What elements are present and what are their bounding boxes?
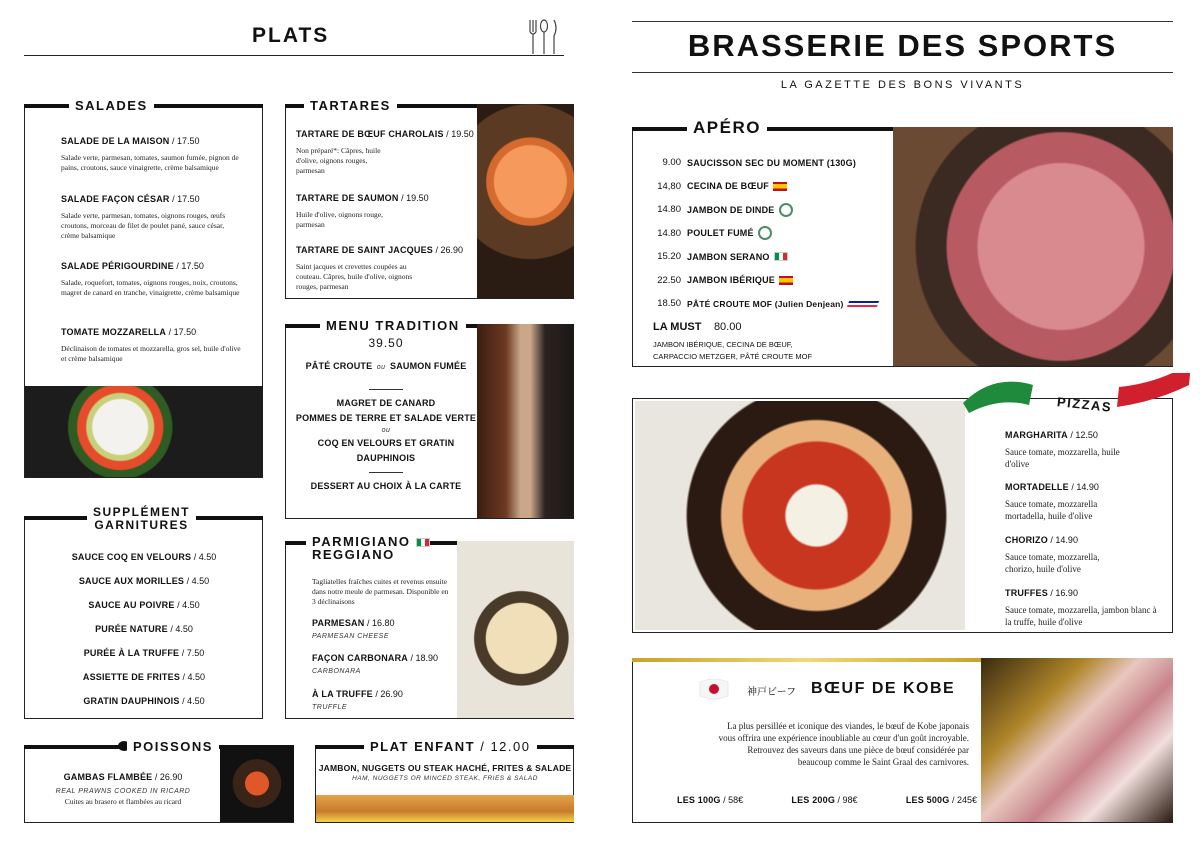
spain-flag-icon xyxy=(773,182,787,191)
item-name: JAMBON SERANO xyxy=(687,251,770,262)
cutlery-icon xyxy=(524,18,564,56)
supplement-item: PURÉE À LA TRUFFE / 7.50 xyxy=(83,648,205,658)
apero-item xyxy=(633,245,891,269)
item-name: CECINA DE BŒUF xyxy=(687,181,769,192)
item-price: 17.50 xyxy=(177,194,200,204)
spain-flag-icon xyxy=(779,276,793,285)
enfant-box xyxy=(315,739,574,823)
item-price: 19.50 xyxy=(406,193,429,203)
item-sub: TRUFFLE xyxy=(312,704,347,711)
menu-tradition-box xyxy=(285,318,574,519)
poissons-title: POISSONS xyxy=(127,739,219,754)
must-desc: JAMBON IBÉRIQUE, CECINA DE BŒUF, xyxy=(653,340,793,349)
enfant-content xyxy=(316,763,574,782)
apero-list xyxy=(633,151,891,316)
item-name: TRUFFES xyxy=(1005,588,1048,598)
item-name: TARTARE DE SAUMON xyxy=(296,193,399,203)
supplements-title xyxy=(87,506,196,532)
item-name: SALADE FAÇON CÉSAR xyxy=(61,194,170,204)
kobe-size: LES 100G / 58€ xyxy=(677,795,744,805)
parmigiano-item: À LA TRUFFE / 26.90 TRUFFLE xyxy=(312,689,403,711)
poisson-item: GAMBAS FLAMBÉE / 26.90 REAL PRAWNS COOKED IN RICARD Cuites au brasero et flambées au ricard xyxy=(25,767,221,807)
enfant-price: 12.00 xyxy=(490,739,531,754)
item-price: 14.90 xyxy=(1076,482,1099,492)
fries-photo xyxy=(316,795,574,822)
brand-title: BRASSERIE DES SPORTS xyxy=(687,28,1118,63)
menu-or: ou xyxy=(376,364,386,371)
supplements-title-line: GARNITURES xyxy=(94,518,189,532)
item-price: 26.90 xyxy=(440,245,464,255)
item-price: 18.90 xyxy=(415,653,439,663)
item-name: SALADE PÉRIGOURDINE xyxy=(61,261,174,271)
title-rule xyxy=(632,72,1173,73)
item-price: 4.50 xyxy=(182,600,200,610)
item-name: FAÇON CARBONARA xyxy=(312,653,408,663)
france-flag-icon xyxy=(846,301,878,307)
menu-tradition-title: MENU TRADITION xyxy=(320,318,466,333)
pizza-item: TRUFFES / 16.90 Sauce tomate, mozzarella, jambon blanc à la truffe, huile d'olive xyxy=(1005,583,1165,628)
item-price: 4.50 xyxy=(198,552,217,562)
item-name: CHORIZO xyxy=(1005,535,1048,545)
item-name: PURÉE NATURE xyxy=(95,624,168,634)
item-price: 98€ xyxy=(842,795,858,805)
item-desc: Saint jacques et crevettes coupées au couteau. Câpres, huile d'olive, oignons rouges, parmesan xyxy=(296,262,413,291)
must-name: LA MUST xyxy=(653,321,702,333)
item-price: 16.80 xyxy=(371,618,395,628)
menu-line: MAGRET DE CANARD xyxy=(336,398,436,408)
item-name: POULET FUMÉ xyxy=(687,228,754,239)
supplements-title-line: SUPPLÉMENT xyxy=(93,505,191,519)
item-price: 17.50 xyxy=(177,136,200,146)
halal-badge-icon xyxy=(779,203,793,217)
parmigiano-desc: Tagliatelles fraîches cuites et revenus ensuite dans notre meule de parmesan. Disponible en 3 déclinaisons xyxy=(312,577,449,606)
item-name: PÂTÉ CROUTE MOF (Julien Denjean) xyxy=(687,298,844,309)
item-name: SALADE DE LA MAISON xyxy=(61,136,170,146)
item-name: MORTADELLE xyxy=(1005,482,1069,492)
parmigiano-item: PARMESAN / 16.80 PARMESAN CHEESE xyxy=(312,618,395,640)
enfant-sub: HAM, NUGGETS OR MINCED STEAK, FRIES & SALAD xyxy=(352,775,538,782)
item-desc: Sauce tomate, mozzarella, jambon blanc à la truffe, huile d'olive xyxy=(1005,605,1157,627)
item-name: SAUCE AUX MORILLES xyxy=(78,576,185,586)
must-price: 80.00 xyxy=(713,321,742,333)
item-price: 17.50 xyxy=(173,327,197,337)
menu-line: COQ EN VELOURS ET GRATIN xyxy=(317,438,455,448)
item-price: 18.50 xyxy=(657,298,681,310)
item-price: 14.80 xyxy=(657,204,681,216)
item-name: SAUCE COQ EN VELOURS xyxy=(71,552,192,562)
item-name: GRATIN DAUPHINOIS xyxy=(83,696,180,706)
item-name: JAMBON IBÉRIQUE xyxy=(687,275,776,286)
tartare-item: TARTARE DE BŒUF CHAROLAIS / 19.50 Non préparé*: Câpres, huile d'olive, oignons rouges, parmesan xyxy=(296,129,474,175)
item-price: 245€ xyxy=(956,795,977,805)
tartares-box xyxy=(285,98,574,299)
menu-line: DAUPHINOIS xyxy=(356,453,416,463)
pizza-photo xyxy=(635,401,965,630)
salade-item: TOMATE MOZZARELLA / 17.50 Déclinaison de tomates et mozzarella, gros sel, huile d'olive et crème balsamique xyxy=(61,327,241,363)
item-desc: Sauce tomate, mozzarella mortadella, huile d'olive xyxy=(1005,499,1098,521)
item-price: 16.90 xyxy=(1055,588,1078,598)
plats-title: PLATS xyxy=(252,24,330,47)
supplement-item: GRATIN DAUPHINOIS / 4.50 xyxy=(83,696,205,706)
parmigiano-title-line: REGGIANO xyxy=(312,547,395,562)
salmon-tartare-photo xyxy=(477,104,574,298)
top-rule xyxy=(632,21,1173,22)
ham-photo xyxy=(893,127,1173,366)
item-name: ASSIETTE DE FRITES xyxy=(82,672,181,682)
item-name: À LA TRUFFE xyxy=(312,689,373,699)
kobe-box xyxy=(632,658,1173,823)
plats-header xyxy=(24,18,564,58)
kobe-title: BŒUF DE KOBE xyxy=(811,680,956,697)
item-name: TARTARE DE BŒUF CHAROLAIS xyxy=(296,129,444,139)
item-desc: Salade verte, parmesan, tomates, oignons rouges, œufs croutons, morceau de filet de poulet pané, sauce césar, crème balsamique xyxy=(61,211,226,240)
item-name: TOMATE MOZZARELLA xyxy=(61,327,167,337)
item-name: JAMBON DE DINDE xyxy=(687,204,775,215)
salade-item: SALADE FAÇON CÉSAR / 17.50 Salade verte, parmesan, tomates, oignons rouges, œufs croutons, morceau de filet de poulet pané, sauce césar, crème balsamique xyxy=(61,189,241,241)
tartares-title: TARTARES xyxy=(304,98,397,113)
item-price: 4.50 xyxy=(187,696,205,706)
salade-item: SALADE DE LA MAISON / 17.50 Salade verte, parmesan, tomates, saumon fumée, pignon de pains, croutons, sauce vinaigrette, crème balsamique xyxy=(61,131,241,173)
parmigiano-title-line: PARMIGIANO xyxy=(312,534,411,549)
apero-box xyxy=(632,118,1173,367)
item-desc: Cuites au brasero et flambées au ricard xyxy=(64,797,182,806)
item-price: 58€ xyxy=(728,795,744,805)
must-desc: CARPACCIO METZGER, PÂTÉ CROUTE MOF xyxy=(653,352,813,361)
pizza-item: MORTADELLE / 14.90 Sauce tomate, mozzarella mortadella, huile d'olive xyxy=(1005,477,1155,522)
supplement-item: PURÉE NATURE / 4.50 xyxy=(95,624,193,634)
prawn-photo xyxy=(220,745,294,822)
kobe-size: LES 500G / 245€ xyxy=(905,795,977,805)
kobe-sizes xyxy=(677,790,977,808)
item-name: PARMESAN xyxy=(312,618,365,628)
plats-rule xyxy=(24,55,564,56)
brand-subtitle: LA GAZETTE DES BONS VIVANTS xyxy=(780,79,1025,91)
enfant-title-text: PLAT ENFANT xyxy=(370,739,476,754)
parmigiano-item: FAÇON CARBONARA / 18.90 CARBONARA xyxy=(312,653,439,675)
supplements-list xyxy=(25,547,263,715)
supplement-item: SAUCE COQ EN VELOURS / 4.50 xyxy=(71,552,217,562)
kobe-desc: La plus persillée et iconique des viandes, le bœuf de Kobe japonais vous offrira une expérience inoubliable au cœur d'un goût incroyable. Retrouvez des saveurs dans une pièce de bœuf considérée par beaucoup comme le Saint Graal des carnivores. xyxy=(718,721,969,767)
la-must xyxy=(653,317,893,361)
supplements-box xyxy=(24,505,263,719)
item-desc: Non préparé*: Câpres, huile d'olive, oignons rouges, parmesan xyxy=(296,146,381,175)
menu-line: SAUMON FUMÉE xyxy=(390,361,467,371)
italy-flag-icon xyxy=(774,252,788,261)
item-name: SAUCISSON SEC DU MOMENT (130G) xyxy=(687,157,857,168)
apero-item xyxy=(633,222,891,246)
apero-item xyxy=(633,175,891,199)
menu-line: DESSERT AU CHOIX À LA CARTE xyxy=(310,481,462,491)
kobe-jp-label: 神戸ビーフ xyxy=(747,687,797,698)
item-sub: PARMESAN CHEESE xyxy=(312,633,389,640)
item-name: TARTARE DE SAINT JACQUES xyxy=(296,245,433,255)
item-price: 26.90 xyxy=(380,689,403,699)
tartare-item: TARTARE DE SAUMON / 19.50 Huile d'olive, oignons rouge, parmesan xyxy=(296,193,429,229)
item-name: SAUCE AU POIVRE xyxy=(88,600,175,610)
item-price: 26.90 xyxy=(159,772,183,782)
menu-price: 39.50 xyxy=(368,336,404,350)
item-desc: Salade verte, parmesan, tomates, saumon fumée, pignon de pains, croutons, sauce vinaigrette, crème balsamique xyxy=(61,153,239,172)
poissons-box xyxy=(24,739,294,823)
item-price: 4.50 xyxy=(187,672,206,682)
item-name: GAMBAS FLAMBÉE xyxy=(63,772,153,782)
parmigiano-title xyxy=(306,535,417,561)
menu-divider xyxy=(369,389,403,390)
salades-box xyxy=(24,98,263,478)
burrata-photo xyxy=(25,386,263,477)
kobe-beef-photo xyxy=(981,658,1173,822)
salade-item: SALADE PÉRIGOURDINE / 17.50 Salade, roquefort, tomates, oignons rouges, noix, croutons, magret de canard en tranche, vinaigrette, crème balsamique xyxy=(61,261,240,297)
supplement-item: SAUCE AU POIVRE / 4.50 xyxy=(88,600,200,610)
halal-badge-icon xyxy=(758,226,772,240)
pasta-photo xyxy=(457,541,574,718)
item-sub: REAL PRAWNS COOKED IN RICARD xyxy=(55,788,191,795)
item-price: 4.50 xyxy=(175,624,193,634)
supplement-item: ASSIETTE DE FRITES / 4.50 xyxy=(82,672,206,682)
item-desc: Huile d'olive, oignons rouge, parmesan xyxy=(296,210,383,229)
item-name: LES 100G xyxy=(677,795,721,805)
item-price: 14.90 xyxy=(1055,535,1078,545)
pizza-item: MARGHARITA / 12.50 Sauce tomate, mozzarella, huile d'olive xyxy=(1005,425,1155,470)
menu-line: POMMES DE TERRE ET SALADE VERTE xyxy=(295,413,477,423)
item-price: 14,80 xyxy=(657,180,681,192)
pizzas-title: PIZZAS xyxy=(1056,394,1113,415)
item-price: 12.50 xyxy=(1075,430,1098,440)
enfant-title: PLAT ENFANT / 12.00 xyxy=(364,739,537,754)
item-price: 7.50 xyxy=(186,648,205,658)
menu-tradition-content xyxy=(286,336,486,491)
apero-item xyxy=(633,269,891,293)
menu-line: PÂTÉ CROUTE xyxy=(305,361,373,371)
item-price: 22.50 xyxy=(657,274,681,286)
item-name: LES 200G xyxy=(791,795,836,805)
kobe-size: LES 200G / 98€ xyxy=(791,795,858,805)
item-price: 9.00 xyxy=(662,157,681,169)
italy-flag-icon xyxy=(416,538,430,547)
item-price: 19.50 xyxy=(451,129,474,139)
item-price: 17.50 xyxy=(181,261,204,271)
item-desc: Salade, roquefort, tomates, oignons rouges, noix, croutons, magret de canard en tranche, vinaigrette, crème balsamique xyxy=(61,278,240,297)
japan-flag-icon xyxy=(699,678,729,700)
item-name: PURÉE À LA TRUFFE xyxy=(83,648,180,658)
kobe-gold-bar xyxy=(632,658,982,662)
pizzas-box xyxy=(632,394,1173,633)
item-desc: Sauce tomate, mozzarella, chorizo, huile d'olive xyxy=(1005,552,1100,574)
pizza-item: CHORIZO / 14.90 Sauce tomate, mozzarella, chorizo, huile d'olive xyxy=(1005,530,1155,575)
portrait-photo xyxy=(477,324,574,518)
menu-divider xyxy=(369,472,403,473)
apero-title: APÉRO xyxy=(687,118,767,138)
item-name: MARGHARITA xyxy=(1005,430,1068,440)
salades-title: SALADES xyxy=(69,98,154,113)
item-price: 15.20 xyxy=(657,251,681,263)
enfant-line: JAMBON, NUGGETS OU STEAK HACHÉ, FRITES & SALADE xyxy=(318,763,572,773)
item-price: 4.50 xyxy=(191,576,210,586)
item-desc: Sauce tomate, mozzarella, huile d'olive xyxy=(1005,447,1120,469)
apero-item xyxy=(633,292,891,316)
apero-item xyxy=(633,198,891,222)
menu-or: ou xyxy=(381,427,391,434)
parmigiano-box xyxy=(285,534,574,719)
item-desc: Déclinaison de tomates et mozzarella, gros sel, huile d'olive et crème balsamique xyxy=(61,344,241,363)
tartare-item: TARTARE DE SAINT JACQUES / 26.90 Saint jacques et crevettes coupées au couteau. Câpres, huile d'olive, oignons rouges, parmesan xyxy=(296,245,464,291)
apero-item xyxy=(633,151,891,175)
item-price: 14.80 xyxy=(657,227,681,239)
item-sub: CARBONARA xyxy=(312,668,361,675)
supplement-item: SAUCE AUX MORILLES / 4.50 xyxy=(78,576,210,586)
item-name: LES 500G xyxy=(905,795,950,805)
